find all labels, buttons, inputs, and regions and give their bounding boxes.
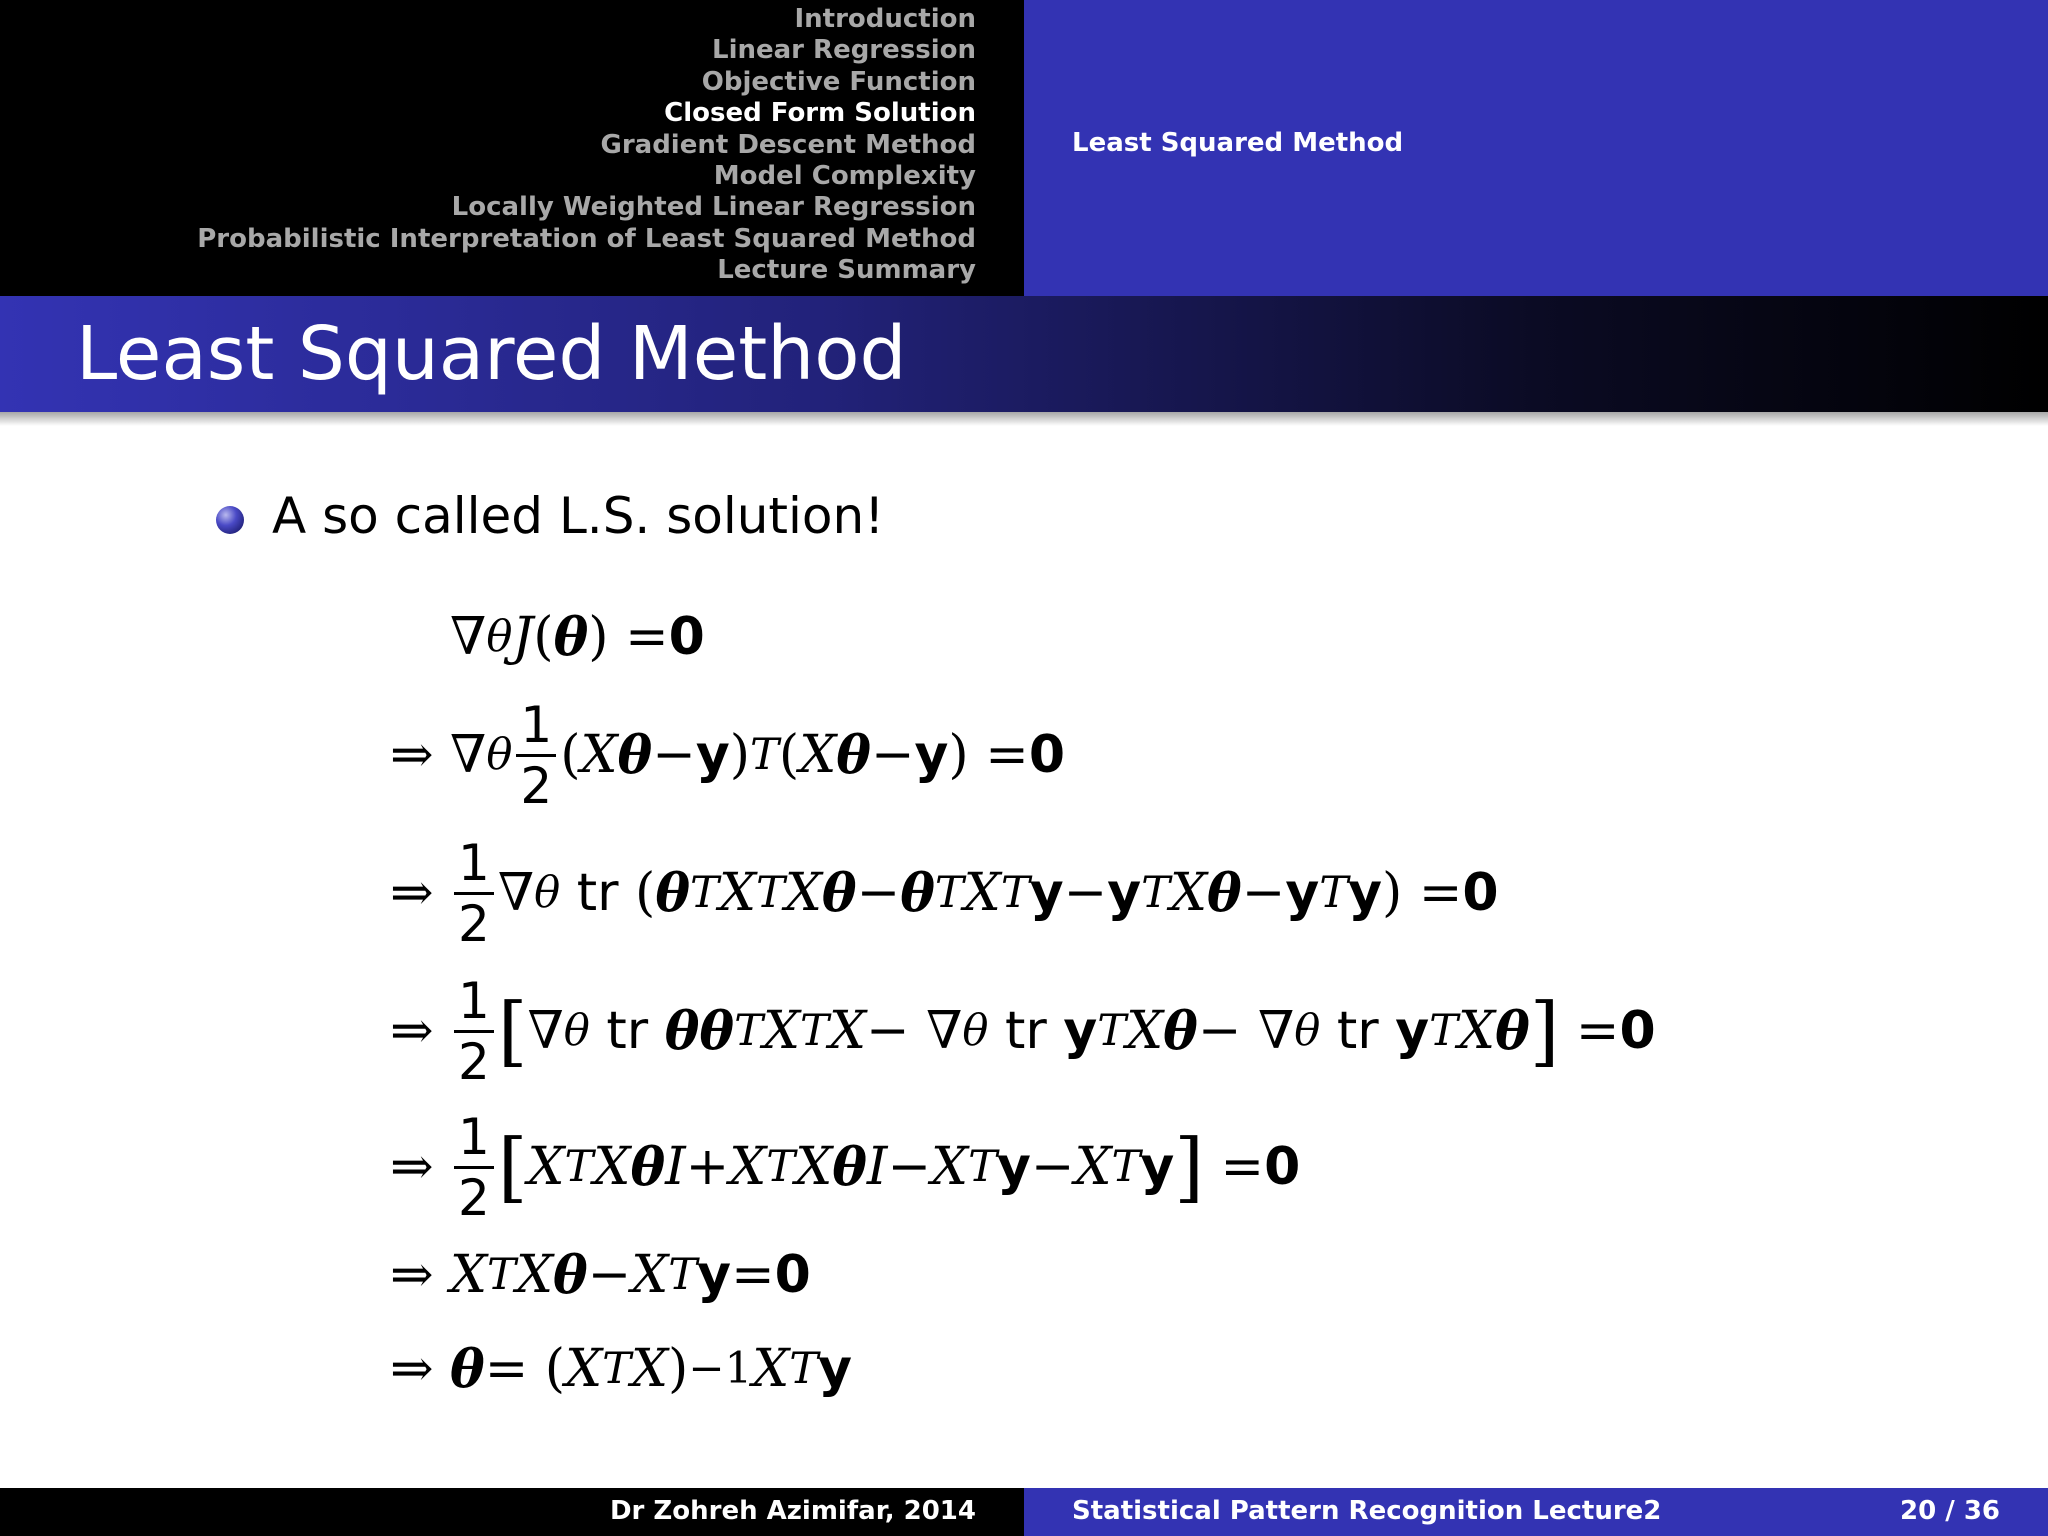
nav-section-objective-function[interactable]: Objective Function xyxy=(701,66,976,97)
bullet-text: A so called L.S. solution! xyxy=(272,487,885,545)
equation-line-2: ⇒ ∇ θ $\frac{1}{2}$ ( X θ − y ) T ( X θ − y ) = 0 xyxy=(390,695,1065,815)
equation-line-1: ∇ θ J ( θ ) = 0 xyxy=(450,606,705,668)
fraction-half: $\frac{1}{2}$ xyxy=(454,1112,494,1223)
frame-title: Least Squared Method xyxy=(76,311,907,397)
footer-left xyxy=(0,1488,1024,1536)
section-navigation xyxy=(0,0,1024,296)
nav-section-introduction[interactable]: Introduction xyxy=(794,4,976,34)
equation-line-3: ⇒ $\frac{1}{2}$ ∇ θ tr ( θ T X T X θ − θ T X T y − y T X θ − y T y ) = 0 xyxy=(390,833,1499,953)
fraction-half: $\frac{1}{2}$ xyxy=(454,838,494,949)
subsection-navigation xyxy=(1024,0,2048,296)
title-shadow xyxy=(0,412,2048,426)
nav-section-summary[interactable]: Lecture Summary xyxy=(717,255,976,286)
nav-section-locally-weighted[interactable]: Locally Weighted Linear Regression xyxy=(451,192,976,223)
equation-line-4: ⇒ $\frac{1}{2}$ [ ∇ θ tr θθ T X T X − ∇ θ tr y T X θ − ∇ θ tr y T X θ ] = 0 xyxy=(390,971,1656,1091)
nav-subsection-least-squared[interactable]: Least Squared Method xyxy=(1072,128,1404,158)
bullet-icon xyxy=(216,506,244,534)
fraction-half: $\frac{1}{2}$ xyxy=(454,976,494,1087)
nav-section-linear-regression[interactable]: Linear Regression xyxy=(712,35,976,66)
footer-course-title: Statistical Pattern Recognition Lecture2 xyxy=(1072,1496,1662,1526)
footer-right xyxy=(1024,1488,2048,1536)
nav-section-probabilistic[interactable]: Probabilistic Interpretation of Least Squared Method xyxy=(197,223,976,254)
section-list xyxy=(197,4,976,287)
equation-line-5: ⇒ $\frac{1}{2}$ [ X T X θ I + X T X θ I − X T y − X T y ] = 0 xyxy=(390,1107,1301,1227)
footer-author: Dr Zohreh Azimifar, 2014 xyxy=(609,1496,976,1526)
footer-page-number: 20 / 36 xyxy=(1900,1496,2000,1526)
nav-section-gradient-descent[interactable]: Gradient Descent Method xyxy=(600,129,976,160)
fraction-half: $\frac{1}{2}$ xyxy=(516,700,556,811)
equation-line-7: ⇒ θ = ( X T X ) −1 X T y xyxy=(390,1338,853,1400)
nav-section-closed-form-solution[interactable]: Closed Form Solution xyxy=(664,98,976,129)
nav-section-model-complexity[interactable]: Model Complexity xyxy=(713,161,976,192)
equation-line-6: ⇒ X T X θ − X T y = 0 xyxy=(390,1244,811,1306)
